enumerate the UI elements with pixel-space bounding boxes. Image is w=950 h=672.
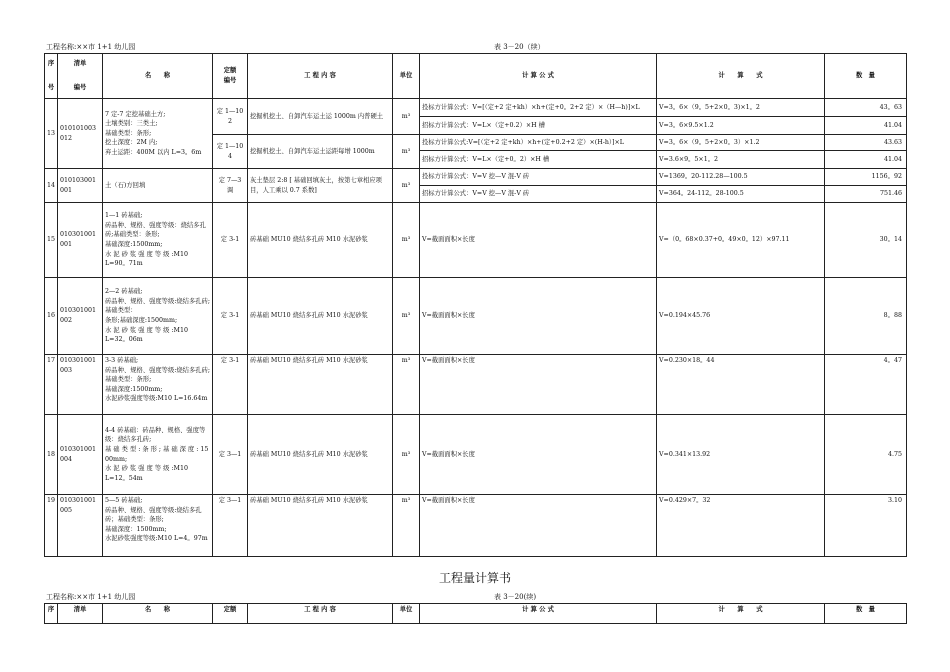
- item-name-line: L=90。71m: [105, 260, 143, 268]
- item-name-line: 砖品种、规格、强度等级:烧结多孔砖；基础类型：条形;: [105, 506, 202, 524]
- unit-cell: m³: [393, 415, 420, 495]
- item-name-line: 挖土深度：2M 内;: [105, 139, 158, 147]
- calc-cell: V=0.194×45.76: [657, 278, 825, 355]
- formula-cell: 招标方计算公式：V=L×（定+0。2）×H 槽: [420, 151, 657, 169]
- item-name-line: L=32。06m: [105, 336, 143, 344]
- qty-header: 数 量: [825, 54, 907, 99]
- item-name-cell: [103, 415, 213, 495]
- qty-cell: 8。88: [825, 278, 907, 355]
- item-name-line: 7 定-7 定挖基础土方;: [105, 110, 166, 118]
- quota-cell: 定 1—104: [213, 135, 248, 169]
- quantity-table-2: [44, 603, 907, 624]
- quota-cell: 定 7—3 调: [213, 169, 248, 203]
- item-name-line: 砖品种、规格、强度等级：烧结多孔砖;基础类型：条形;: [105, 221, 206, 239]
- item-name-line: 砖品种、规格、强度等级:烧结多孔砖;基础类型：: [105, 297, 210, 315]
- item-name-line: 基础类型：条形;: [105, 129, 152, 137]
- formula-cell: 投标方计算公式:V=[（定+2 定+kh）×h+(定+0.2+2 定）×(H-h）]×L: [420, 135, 657, 151]
- qty-cell: 4。47: [825, 355, 907, 415]
- calc-cell: V=0.341×13.92: [657, 415, 825, 495]
- item-name-line: 弃土运距：400M 以内 L=3。6m: [105, 148, 202, 156]
- formula-header-2: 计 算 公 式: [420, 604, 657, 624]
- unit-cell: m³: [393, 278, 420, 355]
- code-cell: 010301001002: [58, 278, 103, 355]
- content-cell: 砖基础 MU10 烧结多孔砖 M10 水泥砂浆: [248, 203, 393, 278]
- qty-cell: 43。63: [825, 99, 907, 117]
- formula-cell: V=截面面积×长度: [420, 495, 657, 557]
- content-cell: 砖基础 MU10 烧结多孔砖 M10 水泥砂浆: [248, 278, 393, 355]
- item-name-line: 水 泥 砂 浆 强 度 等 级 :M10: [105, 326, 188, 334]
- table-number-2: 表 3－20(续): [494, 593, 537, 601]
- item-name-line: 条形;基础深度:1500mm;: [105, 317, 178, 324]
- unit-header: 单位: [393, 54, 420, 99]
- table-row: [45, 495, 907, 557]
- item-name-line: 砖品种、规格、强度等级:烧结多孔砖;基础类型：条形;: [105, 366, 210, 384]
- calc-cell: V=3。6×9.5×1.2: [657, 117, 825, 135]
- calc-cell: V=3。6×（9。5+2×0。3)×1。2: [657, 99, 825, 117]
- unit-cell: m³: [393, 135, 420, 169]
- item-name-cell: [103, 278, 213, 355]
- content-cell: 挖掘机挖土、自卸汽车运土运 1000m 内普硬土: [248, 99, 393, 135]
- calc-header: 计 算 式: [657, 54, 825, 99]
- seq-cell: 17: [45, 355, 58, 415]
- unit-cell: m³: [393, 495, 420, 557]
- qty-cell: 43.63: [825, 135, 907, 151]
- table-row: [45, 415, 907, 495]
- project-name: 工程名称:××市 1+1 幼儿园: [46, 43, 136, 51]
- name-header-2: 名 称: [103, 604, 213, 624]
- item-name-line: 5—5 砖基础;: [105, 497, 143, 504]
- qty-header-2: 数 量: [825, 604, 907, 624]
- table-row: [45, 203, 907, 278]
- project-name-2: 工程名称:××市 1+1 幼儿园: [46, 593, 136, 601]
- seq-cell: 19: [45, 495, 58, 557]
- formula-cell: V=截面面积×长度: [420, 278, 657, 355]
- item-name-line: 基础深度:1500mm;: [105, 241, 163, 248]
- content-cell: 砖基础 MU10 烧结多孔砖 M10 水泥砂浆: [248, 355, 393, 415]
- table-number: 表 3－20（续）: [494, 43, 545, 51]
- code-header: 清单 编号: [58, 54, 103, 99]
- formula-header: 计 算 公 式: [420, 54, 657, 99]
- calc-cell: V=0.429×7。32: [657, 495, 825, 557]
- formula-cell: V=截面面积×长度: [420, 203, 657, 278]
- item-name-line: 水 泥 砂 浆 强 度 等 级 :M10: [105, 465, 188, 473]
- quota-cell: 定 3—1: [213, 495, 248, 557]
- unit-cell: m³: [393, 355, 420, 415]
- item-name-cell: [103, 169, 213, 203]
- quota-cell: 定 3—1: [213, 415, 248, 495]
- calc-header-2: 计 算 式: [657, 604, 825, 624]
- table-row: [45, 169, 907, 186]
- code-cell: 010101003012: [58, 99, 103, 169]
- table-row: [45, 355, 907, 415]
- item-name-cell: [103, 495, 213, 557]
- qty-cell: 4.75: [825, 415, 907, 495]
- code-cell: 010103001001: [58, 169, 103, 203]
- item-name-line: 土壤类别：三类土;: [105, 120, 158, 128]
- table-row: [45, 99, 907, 117]
- item-name-line: L=12。54m: [105, 474, 143, 482]
- quantity-table: [44, 53, 907, 557]
- code-cell: 010301001001: [58, 203, 103, 278]
- unit-cell: m³: [393, 169, 420, 203]
- item-name-line: 水泥砂浆强度等级:M10 L=4。97m: [105, 535, 208, 543]
- seq-cell: 16: [45, 278, 58, 355]
- seq-cell: 15: [45, 203, 58, 278]
- quota-header-2: 定额: [213, 604, 248, 624]
- seq-cell: 13: [45, 99, 58, 169]
- formula-cell: 投标方计算公式：V=V 挖—V 混-V 砖: [420, 169, 657, 186]
- code-header-2: 清单: [58, 604, 103, 624]
- quota-header: 定额 编号: [213, 54, 248, 99]
- unit-cell: m³: [393, 203, 420, 278]
- item-name-line: 水 泥 砂 浆 强 度 等 级 :M10: [105, 250, 188, 258]
- sheet-title: 工程量计算书: [438, 571, 511, 585]
- formula-cell: 招标方计算公式：V=L×（定+0.2）×H 槽: [420, 117, 657, 135]
- qty-cell: 41.04: [825, 117, 907, 135]
- item-name-line: 4-4 砖基础：砖品种、规格、强度等级：烧结多孔砖;: [105, 426, 206, 444]
- table-header-row: [45, 54, 907, 99]
- code-cell: 010301001003: [58, 355, 103, 415]
- item-name-line: 基础深度：1500mm;: [105, 525, 167, 533]
- qty-cell: 1156。92: [825, 169, 907, 186]
- seq-header: 序 号: [45, 54, 58, 99]
- formula-cell: 投标方计算公式：V=[（定+2 定+kh）×h+(定+0。2+2 定）×（H—h)]×L: [420, 99, 657, 117]
- table-row: [45, 278, 907, 355]
- qty-cell: 3.10: [825, 495, 907, 557]
- item-name-cell: [103, 99, 213, 169]
- content-header: 工 程 内 容: [248, 54, 393, 99]
- code-cell: 010301001004: [58, 415, 103, 495]
- content-header-2: 工 程 内 容: [248, 604, 393, 624]
- item-name-cell: [103, 355, 213, 415]
- item-name-line: 1—1 砖基础;: [105, 212, 143, 220]
- item-name-line: 土（石)方回填: [105, 181, 146, 189]
- qty-cell: 30。14: [825, 203, 907, 278]
- content-cell: 挖掘机挖土、自卸汽车运土运距每增 1000m: [248, 135, 393, 169]
- calc-cell: V=3.6×9。5×1。2: [657, 151, 825, 169]
- formula-cell: V=截面面积×长度: [420, 355, 657, 415]
- formula-cell: 招标方计算公式：V=V 挖—V 混-V 砖: [420, 186, 657, 203]
- item-name-cell: [103, 203, 213, 278]
- seq-cell: 18: [45, 415, 58, 495]
- unit-cell: m³: [393, 99, 420, 135]
- qty-cell: 41.04: [825, 151, 907, 169]
- content-cell: 砖基础 MU10 烧结多孔砖 M10 水泥砂浆: [248, 495, 393, 557]
- calc-cell: V=3。6×（9。5+2×0。3）×1.2: [657, 135, 825, 151]
- formula-cell: V=截面面积×长度: [420, 415, 657, 495]
- unit-header-2: 单位: [393, 604, 420, 624]
- quota-cell: 定 3-1: [213, 355, 248, 415]
- content-cell: 灰土垫层 2:8 [ 基础回填灰土，按第七章相应项目，人工乘以 0.7 系数]: [248, 169, 393, 203]
- calc-cell: V=1369。20-112.28—100.5: [657, 169, 825, 186]
- seq-header-2: 序: [45, 604, 58, 624]
- item-name-line: 基 础 类 型 : 条 形 ; 基 础 深 度 : 1500mm;: [105, 445, 209, 463]
- table-header-row-2: [45, 604, 907, 624]
- item-name-line: 基础深度:1500mm;: [105, 385, 163, 393]
- quota-cell: 定 1—102: [213, 99, 248, 135]
- name-header: 名 称: [103, 54, 213, 99]
- item-name-line: 2—2 砖基础;: [105, 288, 143, 296]
- item-name-line: 3-3 砖基础;: [105, 357, 139, 364]
- item-name-line: 水泥砂浆强度等级:M10 L=16.64m: [105, 395, 208, 403]
- calc-cell: V=364。24-112。28-100.5: [657, 186, 825, 203]
- calc-cell: V=（0。68×0.37+0。49×0。12）×97.11: [657, 203, 825, 278]
- calc-cell: V=0.230×18。44: [657, 355, 825, 415]
- seq-cell: 14: [45, 169, 58, 203]
- quota-cell: 定 3-1: [213, 203, 248, 278]
- content-cell: 砖基础 MU10 烧结多孔砖 M10 水泥砂浆: [248, 415, 393, 495]
- code-cell: 010301001005: [58, 495, 103, 557]
- qty-cell: 751.46: [825, 186, 907, 203]
- quota-cell: 定 3-1: [213, 278, 248, 355]
